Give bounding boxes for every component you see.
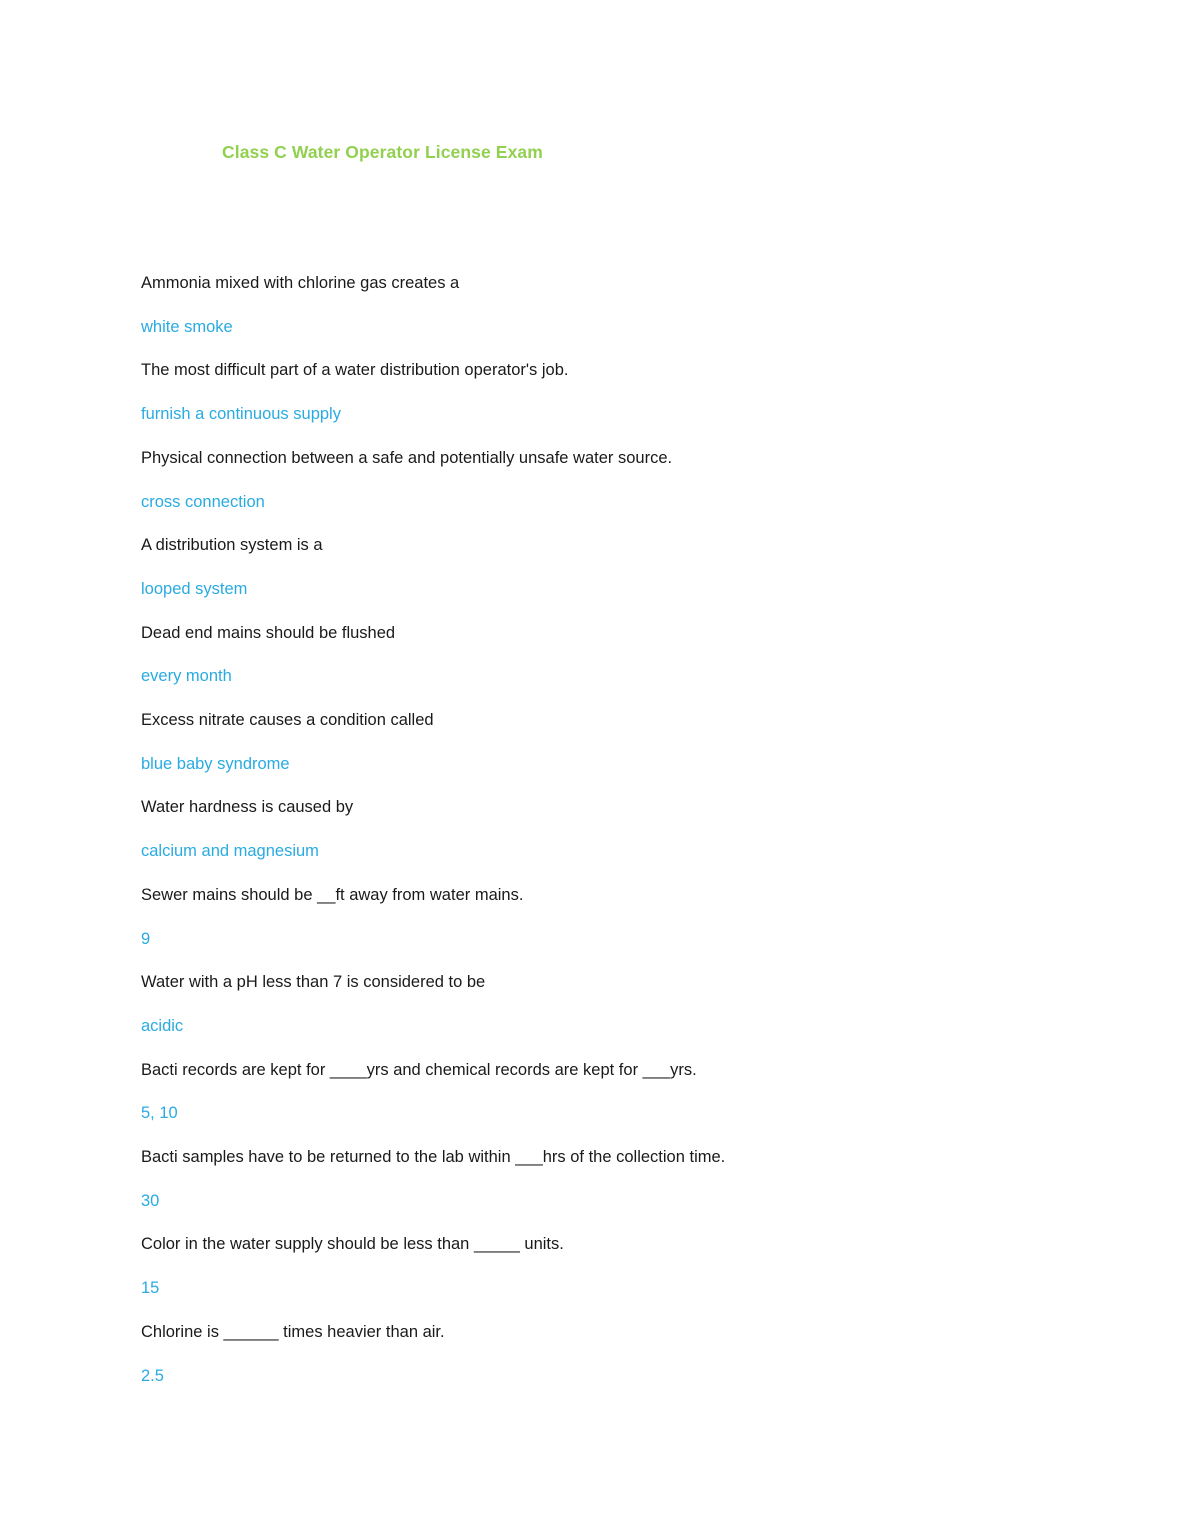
question-text: Excess nitrate causes a condition called [141,711,434,730]
question-text: Bacti records are kept for ____yrs and chemical records are kept for ___yrs. [141,1060,697,1079]
answer-text: 15 [141,1279,160,1298]
question-text: The most difficult part of a water distribution operator's job. [141,361,569,380]
answer-text: furnish a continuous supply [141,405,341,424]
question-text: Water hardness is caused by [141,798,354,817]
answer-text: looped system [141,579,248,598]
answer-text: calcium and magnesium [141,842,319,861]
qa-list [141,262,1130,1398]
question-text: Bacti samples have to be returned to the lab within ___hrs of the collection time. [141,1148,726,1167]
answer-text: 9 [141,929,151,948]
answer-text: acidic [141,1016,184,1035]
answer-text: cross connection [141,492,265,511]
answer-text: 30 [141,1191,160,1210]
answer-text: blue baby syndrome [141,754,290,773]
answer-text: 2.5 [141,1366,164,1385]
question-text: Color in the water supply should be less than _____ units. [141,1235,564,1254]
answer-text: every month [141,667,232,686]
question-text: Dead end mains should be flushed [141,623,396,642]
answer-text: 5, 10 [141,1104,178,1123]
answer-text: white smoke [141,317,233,336]
question-text: Sewer mains should be __ft away from water mains. [141,885,524,904]
question-text: Water with a pH less than 7 is considered to be [141,973,486,992]
question-text: Physical connection between a safe and potentially unsafe water source. [141,448,673,467]
question-text: Ammonia mixed with chlorine gas creates a [141,274,460,292]
question-text: A distribution system is a [141,536,323,555]
page-title: Class C Water Operator License Exam [222,142,543,162]
question-text: Chlorine is ______ times heavier than air. [141,1322,445,1341]
